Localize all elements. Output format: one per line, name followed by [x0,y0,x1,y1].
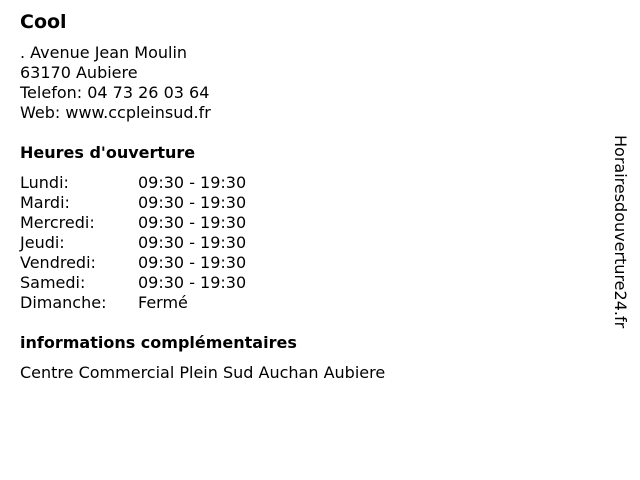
hours-table [20,173,600,313]
time-value: 09:30 - 19:30 [138,253,247,272]
address-line-1: . Avenue Jean Moulin [20,43,188,62]
time-value: 09:30 - 19:30 [138,193,247,212]
hours-row-thursday [20,233,600,253]
web-line: Web: www.ccpleinsud.fr [20,103,211,122]
day-label: Mardi: [20,193,70,212]
day-label: Vendredi: [20,253,96,272]
day-label: Lundi: [20,173,69,192]
info-text: Centre Commercial Plein Sud Auchan Aubiere [20,363,386,382]
store-name: Cool [20,11,67,33]
time-value: 09:30 - 19:30 [138,213,247,232]
time-value: 09:30 - 19:30 [138,273,247,292]
time-value: 09:30 - 19:30 [138,233,247,252]
hours-heading: Heures d'ouverture [20,143,196,162]
hours-row-saturday [20,273,600,293]
hours-row-sunday [20,293,600,313]
hours-row-friday [20,253,600,273]
day-label: Mercredi: [20,213,95,232]
hours-row-wednesday [20,213,600,233]
hours-row-tuesday [20,193,600,213]
day-label: Samedi: [20,273,86,292]
time-value: Fermé [138,293,188,312]
address-line-2: 63170 Aubiere [20,63,138,82]
watermark-text: Horairesdouverture24.fr [611,135,630,329]
info-heading: informations complémentaires [20,333,297,352]
hours-row-monday [20,173,600,193]
day-label: Jeudi: [20,233,65,252]
time-value: 09:30 - 19:30 [138,173,247,192]
day-label: Dimanche: [20,293,107,312]
phone-line: Telefon: 04 73 26 03 64 [20,83,210,102]
store-card [20,10,600,383]
